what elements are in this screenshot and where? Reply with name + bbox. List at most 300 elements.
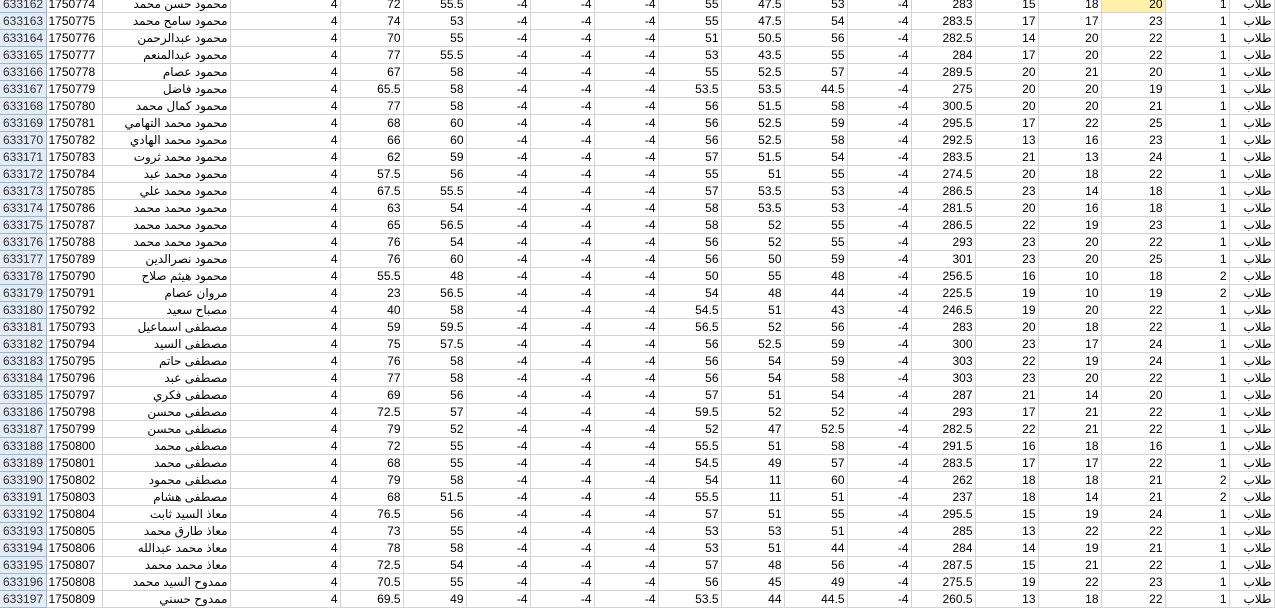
col-c-cell[interactable]: -4 bbox=[466, 574, 530, 591]
student-id-cell[interactable]: 1750794 bbox=[46, 336, 102, 353]
col-level-cell[interactable]: 4 bbox=[230, 234, 340, 251]
col-total-cell[interactable]: 275.5 bbox=[911, 574, 975, 591]
student-name-cell[interactable]: محمود عبدالرحمن bbox=[102, 30, 230, 47]
col-total-cell[interactable]: 293 bbox=[911, 234, 975, 251]
row-header-cell[interactable]: 633196 bbox=[0, 574, 46, 591]
col-d-cell[interactable]: -4 bbox=[530, 353, 594, 370]
col-score-h-cell[interactable]: 58 bbox=[784, 370, 847, 387]
col-e-cell[interactable]: -4 bbox=[594, 285, 658, 302]
col-k-cell[interactable]: 21 bbox=[1038, 404, 1101, 421]
col-score-b-cell[interactable]: 58 bbox=[403, 98, 466, 115]
student-id-cell[interactable]: 1750781 bbox=[46, 115, 102, 132]
col-score-f-cell[interactable]: 54.5 bbox=[658, 455, 721, 472]
col-score-a-cell[interactable]: 70 bbox=[340, 30, 403, 47]
col-score-a-cell[interactable]: 55.5 bbox=[340, 268, 403, 285]
col-score-f-cell[interactable]: 56 bbox=[658, 98, 721, 115]
col-score-g-cell[interactable]: 43.5 bbox=[721, 47, 784, 64]
row-header-cell[interactable]: 633195 bbox=[0, 557, 46, 574]
col-status-cell[interactable]: 1 bbox=[1165, 81, 1229, 98]
col-score-b-cell[interactable]: 54 bbox=[403, 200, 466, 217]
col-score-b-cell[interactable]: 56 bbox=[403, 387, 466, 404]
col-score-g-cell[interactable]: 51.5 bbox=[721, 149, 784, 166]
col-e-cell[interactable]: -4 bbox=[594, 30, 658, 47]
student-name-cell[interactable]: مصطفى اسماعيل bbox=[102, 319, 230, 336]
col-total-cell[interactable]: 283.5 bbox=[911, 455, 975, 472]
col-score-g-cell[interactable]: 50 bbox=[721, 251, 784, 268]
col-c-cell[interactable]: -4 bbox=[466, 438, 530, 455]
col-l-cell[interactable]: 18 bbox=[1101, 183, 1165, 200]
col-j-cell[interactable]: 17 bbox=[975, 13, 1038, 30]
col-j-cell[interactable]: 16 bbox=[975, 438, 1038, 455]
col-c-cell[interactable]: -4 bbox=[466, 132, 530, 149]
col-i-cell[interactable]: -4 bbox=[847, 64, 911, 81]
student-id-cell[interactable]: 1750779 bbox=[46, 81, 102, 98]
col-k-cell[interactable]: 18 bbox=[1038, 438, 1101, 455]
col-total-cell[interactable]: 285 bbox=[911, 523, 975, 540]
col-l-cell[interactable]: 22 bbox=[1101, 404, 1165, 421]
row-header-cell[interactable]: 633169 bbox=[0, 115, 46, 132]
col-d-cell[interactable]: -4 bbox=[530, 421, 594, 438]
col-j-cell[interactable]: 23 bbox=[975, 251, 1038, 268]
col-status-cell[interactable]: 1 bbox=[1165, 421, 1229, 438]
col-total-cell[interactable]: 246.5 bbox=[911, 302, 975, 319]
col-k-cell[interactable]: 20 bbox=[1038, 81, 1101, 98]
col-i-cell[interactable]: -4 bbox=[847, 574, 911, 591]
student-name-cell[interactable]: مصطفى فكري bbox=[102, 387, 230, 404]
col-c-cell[interactable]: -4 bbox=[466, 421, 530, 438]
col-score-b-cell[interactable]: 59.5 bbox=[403, 319, 466, 336]
col-e-cell[interactable]: -4 bbox=[594, 98, 658, 115]
col-j-cell[interactable]: 20 bbox=[975, 200, 1038, 217]
col-k-cell[interactable]: 10 bbox=[1038, 285, 1101, 302]
col-j-cell[interactable]: 20 bbox=[975, 98, 1038, 115]
col-l-cell[interactable]: 16 bbox=[1101, 438, 1165, 455]
col-d-cell[interactable]: -4 bbox=[530, 319, 594, 336]
col-j-cell[interactable]: 23 bbox=[975, 234, 1038, 251]
row-header-cell[interactable]: 633190 bbox=[0, 472, 46, 489]
student-id-cell[interactable]: 1750791 bbox=[46, 285, 102, 302]
col-j-cell[interactable]: 16 bbox=[975, 268, 1038, 285]
col-score-f-cell[interactable]: 54.5 bbox=[658, 302, 721, 319]
col-c-cell[interactable]: -4 bbox=[466, 489, 530, 506]
col-status-cell[interactable]: 2 bbox=[1165, 285, 1229, 302]
student-id-cell[interactable]: 1750807 bbox=[46, 557, 102, 574]
col-level-cell[interactable]: 4 bbox=[230, 472, 340, 489]
col-e-cell[interactable]: -4 bbox=[594, 268, 658, 285]
col-d-cell[interactable]: -4 bbox=[530, 234, 594, 251]
col-c-cell[interactable]: -4 bbox=[466, 506, 530, 523]
row-header-cell[interactable]: 633164 bbox=[0, 30, 46, 47]
col-j-cell[interactable]: 17 bbox=[975, 455, 1038, 472]
col-d-cell[interactable]: -4 bbox=[530, 438, 594, 455]
col-l-cell[interactable]: 23 bbox=[1101, 574, 1165, 591]
col-score-h-cell[interactable]: 56 bbox=[784, 319, 847, 336]
col-d-cell[interactable]: -4 bbox=[530, 557, 594, 574]
col-k-cell[interactable]: 20 bbox=[1038, 234, 1101, 251]
student-id-cell[interactable]: 1750804 bbox=[46, 506, 102, 523]
col-level-cell[interactable]: 4 bbox=[230, 200, 340, 217]
col-level-cell[interactable]: 4 bbox=[230, 268, 340, 285]
col-d-cell[interactable]: -4 bbox=[530, 472, 594, 489]
col-type-cell[interactable]: طلاب bbox=[1229, 81, 1274, 98]
col-type-cell[interactable]: طلاب bbox=[1229, 302, 1274, 319]
col-i-cell[interactable]: -4 bbox=[847, 489, 911, 506]
col-score-a-cell[interactable]: 66 bbox=[340, 132, 403, 149]
col-score-f-cell[interactable]: 52 bbox=[658, 421, 721, 438]
student-id-cell[interactable]: 1750795 bbox=[46, 353, 102, 370]
student-id-cell[interactable]: 1750797 bbox=[46, 387, 102, 404]
col-score-f-cell[interactable]: 56 bbox=[658, 115, 721, 132]
col-e-cell[interactable]: -4 bbox=[594, 438, 658, 455]
student-id-cell[interactable]: 1750806 bbox=[46, 540, 102, 557]
col-score-h-cell[interactable]: 51 bbox=[784, 489, 847, 506]
col-d-cell[interactable]: -4 bbox=[530, 268, 594, 285]
col-score-f-cell[interactable]: 55.5 bbox=[658, 489, 721, 506]
col-e-cell[interactable]: -4 bbox=[594, 421, 658, 438]
col-score-a-cell[interactable]: 69 bbox=[340, 387, 403, 404]
col-d-cell[interactable]: -4 bbox=[530, 336, 594, 353]
col-d-cell[interactable]: -4 bbox=[530, 30, 594, 47]
col-score-g-cell[interactable]: 47.5 bbox=[721, 13, 784, 30]
row-header-cell[interactable]: 633176 bbox=[0, 234, 46, 251]
col-total-cell[interactable]: 274.5 bbox=[911, 166, 975, 183]
col-score-b-cell[interactable]: 58 bbox=[403, 370, 466, 387]
col-total-cell[interactable]: 262 bbox=[911, 472, 975, 489]
student-name-cell[interactable]: محمود عصام bbox=[102, 64, 230, 81]
col-total-cell[interactable]: 286.5 bbox=[911, 217, 975, 234]
col-level-cell[interactable]: 4 bbox=[230, 404, 340, 421]
student-name-cell[interactable]: مصطفى حاتم bbox=[102, 353, 230, 370]
col-l-cell[interactable]: 21 bbox=[1101, 489, 1165, 506]
col-total-cell[interactable]: 287.5 bbox=[911, 557, 975, 574]
col-score-a-cell[interactable]: 79 bbox=[340, 421, 403, 438]
col-score-g-cell[interactable]: 47 bbox=[721, 421, 784, 438]
col-type-cell[interactable]: طلاب bbox=[1229, 455, 1274, 472]
col-l-cell[interactable]: 22 bbox=[1101, 302, 1165, 319]
col-i-cell[interactable]: -4 bbox=[847, 81, 911, 98]
col-score-b-cell[interactable]: 56 bbox=[403, 506, 466, 523]
row-header-cell[interactable]: 633186 bbox=[0, 404, 46, 421]
col-status-cell[interactable]: 1 bbox=[1165, 98, 1229, 115]
col-i-cell[interactable]: -4 bbox=[847, 387, 911, 404]
student-name-cell[interactable]: مصطفى محمود bbox=[102, 472, 230, 489]
col-score-b-cell[interactable]: 55.5 bbox=[403, 183, 466, 200]
col-level-cell[interactable]: 4 bbox=[230, 591, 340, 608]
col-score-h-cell[interactable]: 53 bbox=[784, 0, 847, 13]
student-name-cell[interactable]: محمود سامح محمد bbox=[102, 13, 230, 30]
col-score-g-cell[interactable]: 51 bbox=[721, 438, 784, 455]
col-score-g-cell[interactable]: 44 bbox=[721, 591, 784, 608]
col-score-g-cell[interactable]: 50.5 bbox=[721, 30, 784, 47]
student-name-cell[interactable]: محمود محمد الهادي bbox=[102, 132, 230, 149]
col-status-cell[interactable]: 1 bbox=[1165, 540, 1229, 557]
col-score-b-cell[interactable]: 58 bbox=[403, 540, 466, 557]
col-d-cell[interactable]: -4 bbox=[530, 387, 594, 404]
row-header-cell[interactable]: 633179 bbox=[0, 285, 46, 302]
col-e-cell[interactable]: -4 bbox=[594, 115, 658, 132]
col-j-cell[interactable]: 13 bbox=[975, 523, 1038, 540]
col-i-cell[interactable]: -4 bbox=[847, 370, 911, 387]
col-score-h-cell[interactable]: 56 bbox=[784, 30, 847, 47]
col-status-cell[interactable]: 1 bbox=[1165, 319, 1229, 336]
col-c-cell[interactable]: -4 bbox=[466, 455, 530, 472]
col-e-cell[interactable]: -4 bbox=[594, 183, 658, 200]
col-score-h-cell[interactable]: 55 bbox=[784, 166, 847, 183]
col-e-cell[interactable]: -4 bbox=[594, 251, 658, 268]
col-j-cell[interactable]: 19 bbox=[975, 302, 1038, 319]
col-score-h-cell[interactable]: 59 bbox=[784, 251, 847, 268]
col-type-cell[interactable]: طلاب bbox=[1229, 132, 1274, 149]
col-j-cell[interactable]: 18 bbox=[975, 472, 1038, 489]
row-header-cell[interactable]: 633187 bbox=[0, 421, 46, 438]
col-score-h-cell[interactable]: 58 bbox=[784, 438, 847, 455]
col-score-f-cell[interactable]: 57 bbox=[658, 387, 721, 404]
col-c-cell[interactable]: -4 bbox=[466, 115, 530, 132]
col-status-cell[interactable]: 1 bbox=[1165, 132, 1229, 149]
col-c-cell[interactable]: -4 bbox=[466, 0, 530, 13]
col-score-b-cell[interactable]: 55.5 bbox=[403, 0, 466, 13]
col-level-cell[interactable]: 4 bbox=[230, 285, 340, 302]
col-k-cell[interactable]: 14 bbox=[1038, 387, 1101, 404]
col-i-cell[interactable]: -4 bbox=[847, 472, 911, 489]
col-score-a-cell[interactable]: 78 bbox=[340, 540, 403, 557]
student-name-cell[interactable]: محمود محمد محمد bbox=[102, 200, 230, 217]
col-c-cell[interactable]: -4 bbox=[466, 200, 530, 217]
row-header-cell[interactable]: 633192 bbox=[0, 506, 46, 523]
col-d-cell[interactable]: -4 bbox=[530, 166, 594, 183]
col-score-a-cell[interactable]: 76 bbox=[340, 353, 403, 370]
col-score-h-cell[interactable]: 60 bbox=[784, 472, 847, 489]
col-score-g-cell[interactable]: 54 bbox=[721, 370, 784, 387]
row-header-cell[interactable]: 633168 bbox=[0, 98, 46, 115]
student-id-cell[interactable]: 1750783 bbox=[46, 149, 102, 166]
col-score-g-cell[interactable]: 51 bbox=[721, 506, 784, 523]
col-score-a-cell[interactable]: 72 bbox=[340, 0, 403, 13]
col-j-cell[interactable]: 13 bbox=[975, 591, 1038, 608]
col-status-cell[interactable]: 2 bbox=[1165, 489, 1229, 506]
col-score-a-cell[interactable]: 69.5 bbox=[340, 591, 403, 608]
col-score-h-cell[interactable]: 58 bbox=[784, 98, 847, 115]
col-score-g-cell[interactable]: 52 bbox=[721, 234, 784, 251]
col-level-cell[interactable]: 4 bbox=[230, 523, 340, 540]
col-score-g-cell[interactable]: 45 bbox=[721, 574, 784, 591]
student-id-cell[interactable]: 1750788 bbox=[46, 234, 102, 251]
col-total-cell[interactable]: 289.5 bbox=[911, 64, 975, 81]
col-d-cell[interactable]: -4 bbox=[530, 81, 594, 98]
student-id-cell[interactable]: 1750789 bbox=[46, 251, 102, 268]
col-e-cell[interactable]: -4 bbox=[594, 591, 658, 608]
col-e-cell[interactable]: -4 bbox=[594, 540, 658, 557]
col-level-cell[interactable]: 4 bbox=[230, 98, 340, 115]
col-k-cell[interactable]: 13 bbox=[1038, 149, 1101, 166]
col-level-cell[interactable]: 4 bbox=[230, 557, 340, 574]
col-status-cell[interactable]: 1 bbox=[1165, 234, 1229, 251]
col-score-f-cell[interactable]: 53 bbox=[658, 523, 721, 540]
col-l-cell[interactable]: 21 bbox=[1101, 98, 1165, 115]
col-k-cell[interactable]: 18 bbox=[1038, 166, 1101, 183]
col-score-b-cell[interactable]: 58 bbox=[403, 353, 466, 370]
col-e-cell[interactable]: -4 bbox=[594, 234, 658, 251]
col-score-g-cell[interactable]: 11 bbox=[721, 472, 784, 489]
col-status-cell[interactable]: 1 bbox=[1165, 404, 1229, 421]
col-c-cell[interactable]: -4 bbox=[466, 370, 530, 387]
col-level-cell[interactable]: 4 bbox=[230, 115, 340, 132]
col-k-cell[interactable]: 20 bbox=[1038, 302, 1101, 319]
col-type-cell[interactable]: طلاب bbox=[1229, 353, 1274, 370]
col-j-cell[interactable]: 20 bbox=[975, 64, 1038, 81]
col-k-cell[interactable]: 18 bbox=[1038, 0, 1101, 13]
col-c-cell[interactable]: -4 bbox=[466, 285, 530, 302]
student-id-cell[interactable]: 1750805 bbox=[46, 523, 102, 540]
col-level-cell[interactable]: 4 bbox=[230, 149, 340, 166]
col-score-g-cell[interactable]: 51 bbox=[721, 166, 784, 183]
col-c-cell[interactable]: -4 bbox=[466, 183, 530, 200]
col-level-cell[interactable]: 4 bbox=[230, 506, 340, 523]
col-score-f-cell[interactable]: 55 bbox=[658, 64, 721, 81]
col-j-cell[interactable]: 18 bbox=[975, 489, 1038, 506]
col-i-cell[interactable]: -4 bbox=[847, 404, 911, 421]
col-e-cell[interactable]: -4 bbox=[594, 200, 658, 217]
col-score-a-cell[interactable]: 76 bbox=[340, 234, 403, 251]
col-score-f-cell[interactable]: 54 bbox=[658, 285, 721, 302]
col-score-g-cell[interactable]: 51 bbox=[721, 540, 784, 557]
col-score-a-cell[interactable]: 72 bbox=[340, 438, 403, 455]
col-l-cell[interactable]: 21 bbox=[1101, 472, 1165, 489]
col-score-b-cell[interactable]: 55 bbox=[403, 523, 466, 540]
col-level-cell[interactable]: 4 bbox=[230, 30, 340, 47]
col-i-cell[interactable]: -4 bbox=[847, 47, 911, 64]
col-score-a-cell[interactable]: 75 bbox=[340, 336, 403, 353]
col-type-cell[interactable]: طلاب bbox=[1229, 98, 1274, 115]
col-j-cell[interactable]: 20 bbox=[975, 81, 1038, 98]
col-score-f-cell[interactable]: 53 bbox=[658, 47, 721, 64]
col-i-cell[interactable]: -4 bbox=[847, 166, 911, 183]
col-e-cell[interactable]: -4 bbox=[594, 217, 658, 234]
student-name-cell[interactable]: محمود محمد محمد bbox=[102, 217, 230, 234]
col-score-h-cell[interactable]: 59 bbox=[784, 336, 847, 353]
col-total-cell[interactable]: 287 bbox=[911, 387, 975, 404]
col-l-cell[interactable]: 22 bbox=[1101, 370, 1165, 387]
student-id-cell[interactable]: 1750774 bbox=[46, 0, 102, 13]
col-status-cell[interactable]: 1 bbox=[1165, 251, 1229, 268]
col-status-cell[interactable]: 1 bbox=[1165, 523, 1229, 540]
col-level-cell[interactable]: 4 bbox=[230, 489, 340, 506]
col-status-cell[interactable]: 1 bbox=[1165, 200, 1229, 217]
col-l-cell[interactable]: 22 bbox=[1101, 455, 1165, 472]
student-name-cell[interactable]: مصطفى هشام bbox=[102, 489, 230, 506]
col-c-cell[interactable]: -4 bbox=[466, 234, 530, 251]
col-total-cell[interactable]: 300 bbox=[911, 336, 975, 353]
col-k-cell[interactable]: 17 bbox=[1038, 336, 1101, 353]
student-name-cell[interactable]: مصطفى محمد bbox=[102, 455, 230, 472]
col-d-cell[interactable]: -4 bbox=[530, 47, 594, 64]
student-name-cell[interactable]: محمود عبدالمنعم bbox=[102, 47, 230, 64]
student-id-cell[interactable]: 1750793 bbox=[46, 319, 102, 336]
row-header-cell[interactable]: 633185 bbox=[0, 387, 46, 404]
col-type-cell[interactable]: طلاب bbox=[1229, 30, 1274, 47]
col-type-cell[interactable]: طلاب bbox=[1229, 115, 1274, 132]
col-d-cell[interactable]: -4 bbox=[530, 132, 594, 149]
col-l-cell[interactable]: 24 bbox=[1101, 149, 1165, 166]
col-c-cell[interactable]: -4 bbox=[466, 268, 530, 285]
col-type-cell[interactable]: طلاب bbox=[1229, 506, 1274, 523]
col-score-a-cell[interactable]: 59 bbox=[340, 319, 403, 336]
col-level-cell[interactable]: 4 bbox=[230, 438, 340, 455]
col-score-h-cell[interactable]: 48 bbox=[784, 268, 847, 285]
col-c-cell[interactable]: -4 bbox=[466, 336, 530, 353]
col-level-cell[interactable]: 4 bbox=[230, 540, 340, 557]
col-score-b-cell[interactable]: 58 bbox=[403, 472, 466, 489]
row-header-cell[interactable]: 633172 bbox=[0, 166, 46, 183]
col-status-cell[interactable]: 1 bbox=[1165, 591, 1229, 608]
col-status-cell[interactable]: 1 bbox=[1165, 455, 1229, 472]
col-type-cell[interactable]: طلاب bbox=[1229, 438, 1274, 455]
col-e-cell[interactable]: -4 bbox=[594, 387, 658, 404]
row-header-cell[interactable]: 633163 bbox=[0, 13, 46, 30]
col-total-cell[interactable]: 282.5 bbox=[911, 421, 975, 438]
col-level-cell[interactable]: 4 bbox=[230, 64, 340, 81]
col-k-cell[interactable]: 19 bbox=[1038, 353, 1101, 370]
col-score-h-cell[interactable]: 43 bbox=[784, 302, 847, 319]
col-i-cell[interactable]: -4 bbox=[847, 421, 911, 438]
col-score-f-cell[interactable]: 56 bbox=[658, 353, 721, 370]
col-score-h-cell[interactable]: 44.5 bbox=[784, 591, 847, 608]
col-total-cell[interactable]: 283 bbox=[911, 0, 975, 13]
col-type-cell[interactable]: طلاب bbox=[1229, 387, 1274, 404]
col-score-a-cell[interactable]: 74 bbox=[340, 13, 403, 30]
col-l-cell[interactable]: 25 bbox=[1101, 251, 1165, 268]
col-score-h-cell[interactable]: 49 bbox=[784, 574, 847, 591]
col-score-f-cell[interactable]: 56 bbox=[658, 251, 721, 268]
col-l-cell[interactable]: 19 bbox=[1101, 81, 1165, 98]
col-l-cell[interactable]: 22 bbox=[1101, 523, 1165, 540]
col-score-a-cell[interactable]: 67.5 bbox=[340, 183, 403, 200]
col-status-cell[interactable]: 1 bbox=[1165, 438, 1229, 455]
col-type-cell[interactable]: طلاب bbox=[1229, 47, 1274, 64]
col-score-a-cell[interactable]: 76 bbox=[340, 251, 403, 268]
student-name-cell[interactable]: محمود محمد علي bbox=[102, 183, 230, 200]
col-score-h-cell[interactable]: 44 bbox=[784, 540, 847, 557]
col-l-cell[interactable]: 22 bbox=[1101, 319, 1165, 336]
col-k-cell[interactable]: 17 bbox=[1038, 13, 1101, 30]
col-status-cell[interactable]: 2 bbox=[1165, 472, 1229, 489]
col-score-f-cell[interactable]: 50 bbox=[658, 268, 721, 285]
col-status-cell[interactable]: 1 bbox=[1165, 336, 1229, 353]
col-k-cell[interactable]: 22 bbox=[1038, 523, 1101, 540]
col-j-cell[interactable]: 22 bbox=[975, 217, 1038, 234]
col-d-cell[interactable]: -4 bbox=[530, 506, 594, 523]
col-total-cell[interactable]: 295.5 bbox=[911, 115, 975, 132]
col-score-b-cell[interactable]: 56.5 bbox=[403, 217, 466, 234]
col-score-b-cell[interactable]: 54 bbox=[403, 557, 466, 574]
student-name-cell[interactable]: ممدوح حسني bbox=[102, 591, 230, 608]
col-c-cell[interactable]: -4 bbox=[466, 30, 530, 47]
col-score-f-cell[interactable]: 55 bbox=[658, 166, 721, 183]
student-name-cell[interactable]: محمود كمال محمد bbox=[102, 98, 230, 115]
col-c-cell[interactable]: -4 bbox=[466, 98, 530, 115]
student-id-cell[interactable]: 1750775 bbox=[46, 13, 102, 30]
col-level-cell[interactable]: 4 bbox=[230, 387, 340, 404]
col-score-g-cell[interactable]: 52.5 bbox=[721, 115, 784, 132]
col-score-g-cell[interactable]: 52.5 bbox=[721, 336, 784, 353]
col-level-cell[interactable]: 4 bbox=[230, 370, 340, 387]
col-total-cell[interactable]: 293 bbox=[911, 404, 975, 421]
col-c-cell[interactable]: -4 bbox=[466, 591, 530, 608]
col-j-cell[interactable]: 20 bbox=[975, 319, 1038, 336]
col-score-f-cell[interactable]: 56 bbox=[658, 574, 721, 591]
col-score-h-cell[interactable]: 55 bbox=[784, 47, 847, 64]
col-status-cell[interactable]: 1 bbox=[1165, 30, 1229, 47]
